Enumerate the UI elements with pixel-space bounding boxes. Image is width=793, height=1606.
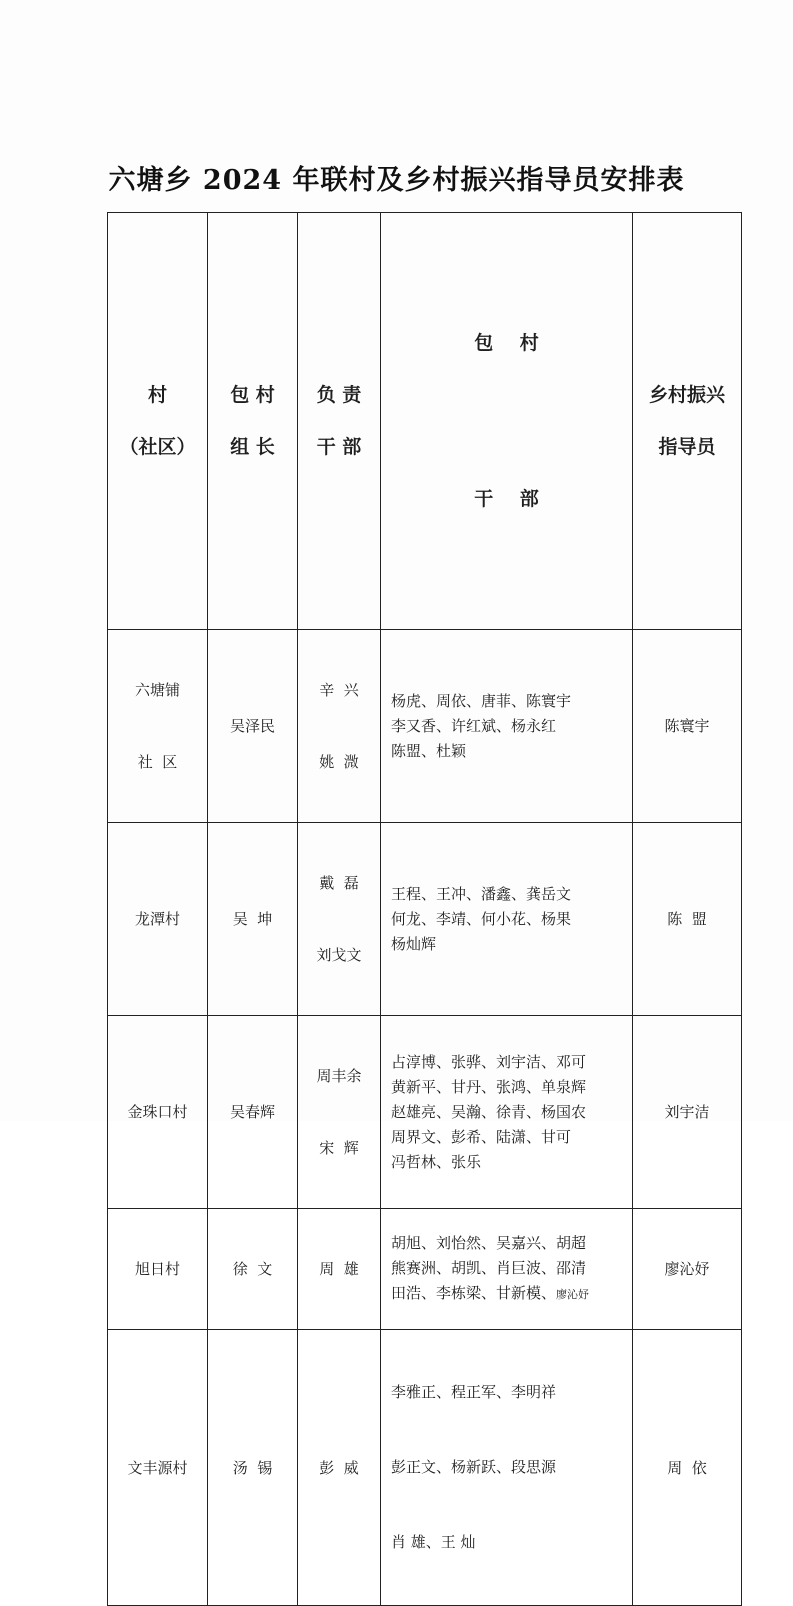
header-leader: 包 村 组 长 bbox=[208, 213, 298, 630]
cadres-cell: 杨虎、周依、唐菲、陈寰宇 李又香、许红斌、杨永红 陈盟、杜颖 bbox=[381, 630, 633, 823]
table-header-row bbox=[108, 213, 742, 630]
cadres-cell: 胡旭、刘怡然、吴嘉兴、胡超 熊赛洲、胡凯、肖巨波、邵清 田浩、李栋梁、甘新模、廖沁妤 bbox=[381, 1209, 633, 1330]
responsible-cell: 戴 磊 刘戈文 bbox=[298, 823, 381, 1016]
table-row bbox=[108, 1016, 742, 1209]
header-responsible: 负 责 干 部 bbox=[298, 213, 381, 630]
village-cell: 旭日村 bbox=[108, 1209, 208, 1330]
village-cell: 龙潭村 bbox=[108, 823, 208, 1016]
cadres-line-with-tail: 田浩、李栋梁、甘新模、廖沁妤 bbox=[391, 1284, 590, 1302]
table-row bbox=[108, 823, 742, 1016]
leader-cell: 吴春辉 bbox=[208, 1016, 298, 1209]
cadres-cell: 王程、王冲、潘鑫、龚岳文 何龙、李靖、何小花、杨果 杨灿辉 bbox=[381, 823, 633, 1016]
table-row bbox=[108, 1209, 742, 1330]
guide-cell: 陈寰宇 bbox=[633, 630, 742, 823]
guide-cell: 廖沁妤 bbox=[633, 1209, 742, 1330]
leader-cell: 徐 文 bbox=[208, 1209, 298, 1330]
responsible-cell: 彭 威 bbox=[298, 1330, 381, 1606]
table-row bbox=[108, 630, 742, 823]
guide-cell: 刘宇洁 bbox=[633, 1016, 742, 1209]
assignment-table bbox=[107, 212, 742, 1606]
header-cadres: 包 村 干 部 bbox=[381, 213, 633, 630]
cadres-cell: 李雅正、程正军、李明祥 彭正文、杨新跃、段思源 肖 雄、王 灿 bbox=[381, 1330, 633, 1606]
village-cell: 金珠口村 bbox=[108, 1016, 208, 1209]
responsible-cell: 辛 兴 姚 溦 bbox=[298, 630, 381, 823]
guide-cell: 周 依 bbox=[633, 1330, 742, 1606]
header-guide: 乡村振兴 指导员 bbox=[633, 213, 742, 630]
responsible-cell: 周 雄 bbox=[298, 1209, 381, 1330]
page-title: 六塘乡 2024 年联村及乡村振兴指导员安排表 bbox=[108, 165, 685, 196]
village-cell: 六塘铺 社 区 bbox=[108, 630, 208, 823]
guide-cell: 陈 盟 bbox=[633, 823, 742, 1016]
responsible-cell: 周丰余 宋 辉 bbox=[298, 1016, 381, 1209]
leader-cell: 吴 坤 bbox=[208, 823, 298, 1016]
cadres-cell: 占淳博、张骅、刘宇洁、邓可 黄新平、甘丹、张鸿、单泉辉 赵雄亮、吴瀚、徐青、杨国农 周界文、彭希、陆潇、甘可 冯哲林、张乐 bbox=[381, 1016, 633, 1209]
header-village: 村 （社区） bbox=[108, 213, 208, 630]
table-row bbox=[108, 1330, 742, 1606]
leader-cell: 吴泽民 bbox=[208, 630, 298, 823]
village-cell: 文丰源村 bbox=[108, 1330, 208, 1606]
leader-cell: 汤 锡 bbox=[208, 1330, 298, 1606]
